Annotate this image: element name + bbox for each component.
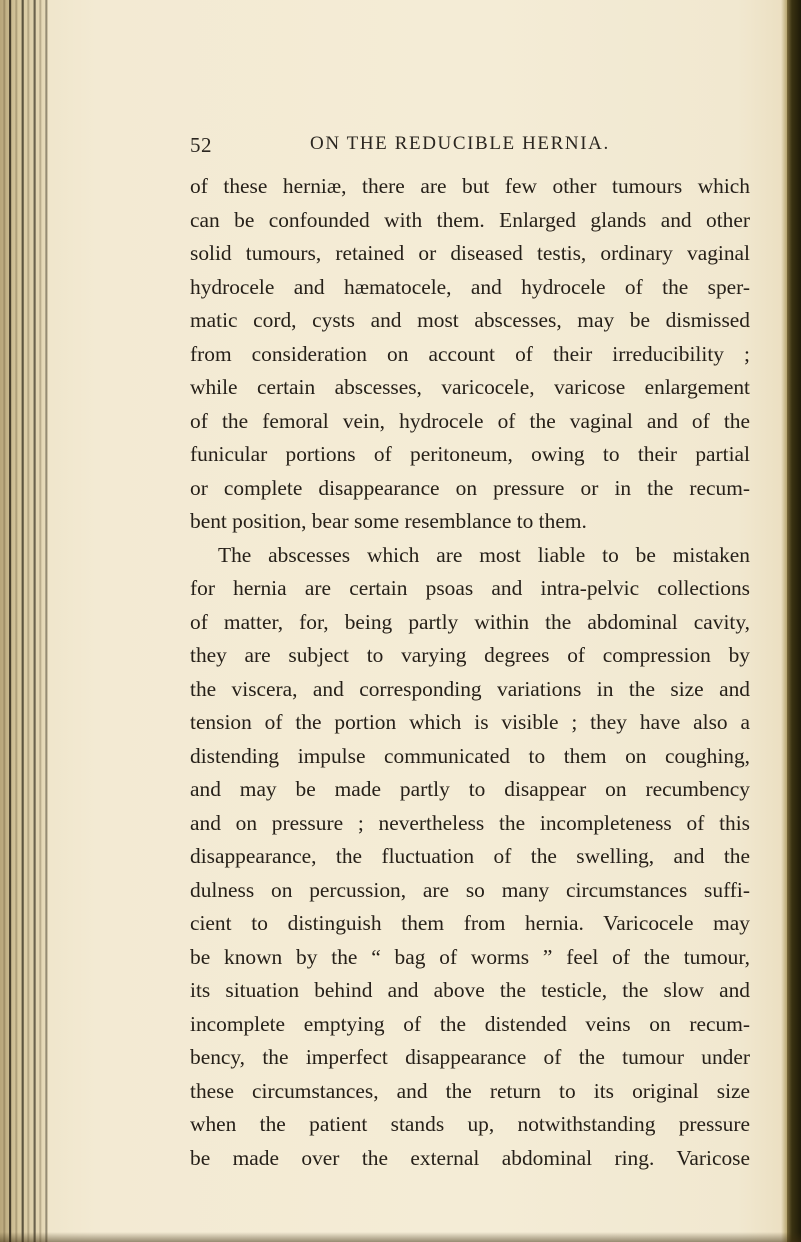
text-line: distending impulse communicated to them on coughing, — [190, 743, 750, 768]
right-edge-highlight — [781, 0, 787, 1242]
binding-line — [9, 0, 11, 1242]
text-line: and on pressure ; nevertheless the incompleteness of this — [190, 810, 750, 835]
text-line: from consideration on account of their irreducibility ; — [190, 341, 750, 366]
text-line: matic cord, cysts and most abscesses, may be dismissed — [190, 308, 750, 332]
text-line: these circumstances, and the return to its original size — [190, 1078, 750, 1103]
text-line: bency, the imperfect disappearance of the tumour under — [190, 1045, 750, 1069]
running-head: ON THE REDUCIBLE HERNIA. — [310, 133, 610, 154]
text-line: can be confounded with them. Enlarged glands and other — [190, 207, 750, 232]
page-number: 52 — [190, 133, 212, 157]
text-line: be known by the “ bag of worms ” feel of the tumour, — [190, 944, 750, 969]
body-text — [190, 170, 750, 1175]
text-line: of matter, for, being partly within the abdominal cavity, — [190, 609, 750, 634]
text-line: or complete disappearance on pressure or in the recum- — [190, 475, 750, 500]
text-line: incomplete emptying of the distended veins on recum- — [190, 1011, 750, 1036]
binding-line — [22, 0, 24, 1242]
text-line: bent position, bear some resemblance to them. — [190, 509, 587, 533]
text-line: cient to distinguish them from hernia. Varicocele may — [190, 911, 750, 935]
left-binding-edge — [0, 0, 48, 1242]
page-header — [190, 133, 750, 163]
text-line: disappearance, the fluctuation of the swelling, and the — [190, 844, 750, 868]
text-line: tension of the portion which is visible ; they have also a — [190, 710, 750, 734]
text-line: dulness on percussion, are so many circumstances suffi- — [190, 877, 750, 902]
text-line: hydrocele and hæmatocele, and hydrocele of the sper- — [190, 274, 750, 299]
bottom-edge-shadow — [0, 1232, 801, 1242]
binding-line — [34, 0, 36, 1242]
text-line: of these herniæ, there are but few other tumours which — [190, 174, 750, 198]
text-line: its situation behind and above the testicle, the slow and — [190, 978, 750, 1002]
text-line: the viscera, and corresponding variations in the size and — [190, 676, 750, 701]
text-line: for hernia are certain psoas and intra-pelvic collections — [190, 576, 750, 600]
text-line: funicular portions of peritoneum, owing to their partial — [190, 442, 750, 466]
text-line: be made over the external abdominal ring. Varicose — [190, 1145, 750, 1170]
text-line: they are subject to varying degrees of compression by — [190, 643, 750, 667]
text-line: when the patient stands up, notwithstanding pressure — [190, 1112, 750, 1136]
text-line: solid tumours, retained or diseased testis, ordinary vaginal — [190, 241, 750, 265]
text-line: of the femoral vein, hydrocele of the vaginal and of the — [190, 408, 750, 433]
right-page-edge — [787, 0, 801, 1242]
text-line: and may be made partly to disappear on recumbency — [190, 777, 750, 801]
text-line: The abscesses which are most liable to be mistaken — [218, 542, 750, 567]
text-line: while certain abscesses, varicocele, varicose enlargement — [190, 375, 750, 399]
